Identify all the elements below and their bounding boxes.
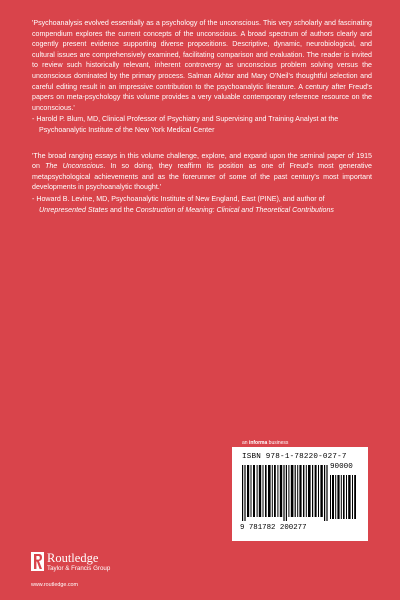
price-code: 90000 (330, 463, 353, 471)
quote-levine-text (32, 151, 372, 193)
levine-attr-part2: and the (108, 205, 136, 214)
barcode-panel (232, 447, 368, 541)
isbn-text: ISBN 978-1-78220-027-7 (242, 453, 347, 461)
quote-blum-attribution: - Harold P. Blum, MD, Clinical Professor of Psychiatry and Supervising and Training Analyst at the Psychoanalytic Institute of the New York Medical Center (32, 115, 339, 134)
informa-suffix: business (267, 440, 289, 446)
informa-prefix: an (242, 440, 249, 446)
levine-book-title-1: Unrepresented States (39, 205, 109, 214)
quote-levine-attribution (32, 194, 372, 215)
quote-gap (32, 136, 372, 151)
levine-book-title-2: Construction of Meaning: Clinical and Theoretical Contributions (135, 205, 334, 214)
endorsements (32, 18, 372, 215)
publisher-group: Taylor & Francis Group (47, 565, 111, 572)
barcode-digits: 9 781782 200277 (240, 524, 307, 532)
quote-blum-text: 'Psychoanalysis evolved essentially as a psychology of the unconscious. This very scholarly and fascinating compendium explores the current concepts of the unconscious. A broad spectrum of authors clearly and cogently present evidence supporting diverse propositions. Descriptive, dynamic, neurobiological, and cultural issues are comprehensively examined, facilitating comparison and evaluation. The reader is invited to review such historically relevant, inherent controversy as unconscious problem solving versus the unconscious dominated by the primary process. Salman Akhtar and Mary O'Neil's thoughtful selection and careful editing result in an impressive contribution to the psychoanalytic literature. A century after Freud's papers on meta-psychology this volume provides a very valuable contemporary reference resource on the unconscious.' (32, 19, 372, 112)
routledge-logo-icon (31, 552, 44, 571)
quote-levine-text-part2: . In so doing, they reaffirm its position as one of Freud's most generative metapsychological achievements and as the forerunner of some of the past century's most important developments in psychoanalytic thought.' (32, 162, 372, 192)
informa-business-tag (242, 440, 288, 446)
informa-brand: informa (248, 440, 268, 446)
publisher-name: Routledge (47, 551, 99, 565)
quote-levine-title: The Unconscious (45, 162, 104, 171)
levine-attr-part1: - Howard B. Levine, MD, Psychoanalytic Institute of New England, East (PINE), and author of (32, 194, 325, 203)
barcode-icon (238, 463, 362, 533)
publisher-url[interactable]: www.routledge.com (31, 582, 79, 588)
quote-levine-text-part1: 'The broad ranging essays in this volume challenge, explore, and expand upon the seminal paper of 1915 on (32, 151, 372, 171)
